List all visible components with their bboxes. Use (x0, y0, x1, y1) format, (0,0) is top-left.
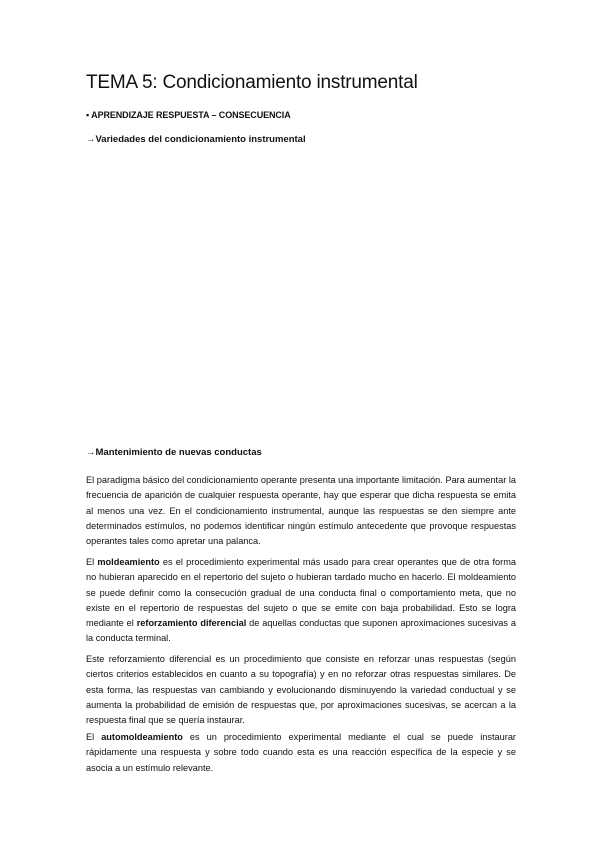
paragraph (86, 730, 516, 776)
section-heading (86, 110, 291, 120)
subsection-heading-text: Mantenimiento de nuevas conductas (95, 447, 262, 458)
paragraph: El paradigma básico del condicionamiento operante presenta una importante limitación. Para aumentar la frecuencia de aparición de cualquier respuesta operante, hay que esperar que dicha respuesta se emita al menos una vez. En el condicionamiento instrumental, aunque las respuestas se den siempre ante determinados estímulos, no podemos identificar ningún estímulo antecedente que provoque respuestas operantes tales como apretar una palanca. (86, 475, 516, 547)
arrow-icon: → (86, 447, 96, 458)
bullet-icon: ▪ (86, 110, 90, 120)
paragraph: Este reforzamiento diferencial es un procedimiento que consiste en reforzar unas respuestas (según ciertos criterios establecidos en cuanto a su topografía) y en no reforzar otras respuestas similares. De esta forma, las respuestas van cambiando y evolucionando disminuyendo la variedad conductual y se aumenta la probabilidad de emisión de respuestas que, por aproximaciones sucesivas, se acercan a la respuesta final que se quería instaurar. (86, 654, 516, 726)
paragraph-text: es el procedimiento experimental más usado para crear operantes que de otra forma no hubieran aparecido en el repertorio del sujeto o hubieran tardado mucho en hacerlo. El moldeamiento se puede definir como la consecución gradual de una conducta final o comportamiento meta, que no existe en el repertorio de respuestas del sujeto o que se emite con baja probabilidad. Esto se logra mediante el (86, 557, 516, 629)
paragraph (86, 555, 516, 647)
term-moldeamiento: moldeamiento (97, 557, 160, 567)
subsection-heading (86, 134, 306, 145)
arrow-icon: → (86, 134, 96, 145)
paragraph-text: El (86, 732, 102, 742)
term-automoldeamiento: automoldeamiento (101, 732, 183, 742)
paragraph-text: El (86, 557, 98, 567)
page-title: TEMA 5: Condicionamiento instrumental (86, 72, 418, 93)
subsection-heading (86, 447, 262, 458)
paragraph-text: de aquellas conductas que suponen aproximaciones sucesivas a la conducta terminal. (86, 618, 516, 644)
subsection-heading-text: Variedades del condicionamiento instrumental (95, 134, 306, 145)
section-heading-text: APRENDIZAJE RESPUESTA – CONSECUENCIA (91, 110, 291, 120)
term-reforzamiento-diferencial: reforzamiento diferencial (136, 618, 247, 629)
paragraph-text: es un procedimiento experimental mediante el cual se puede instaurar rápidamente una respuesta y sobre todo cuando esta es una reacción específica de la especie y se asocia a un estímulo relevante. (86, 732, 516, 773)
